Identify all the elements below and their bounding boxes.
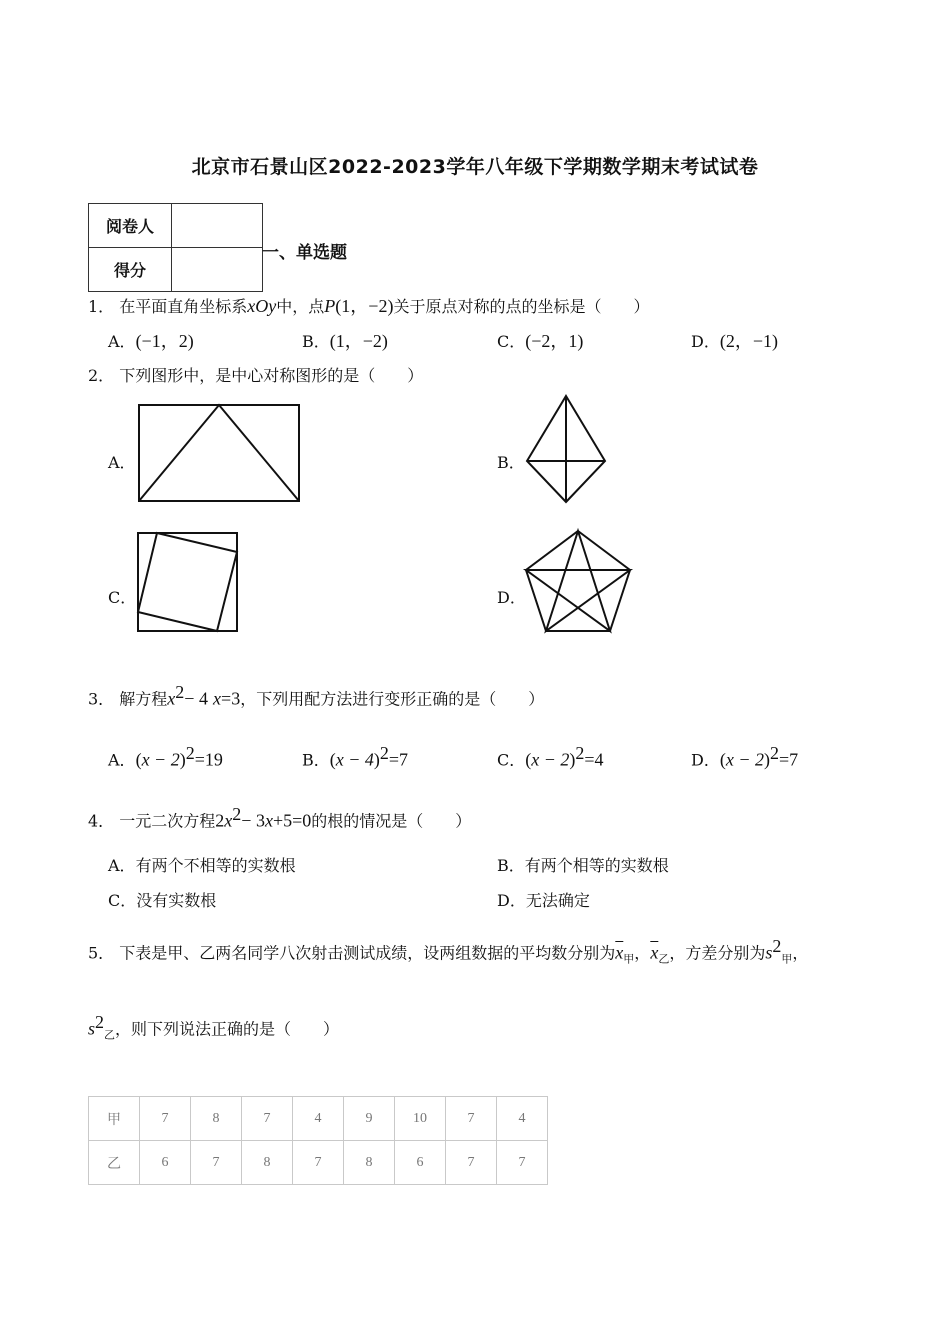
question-text: ，方差分别为 xyxy=(669,943,766,963)
option-c[interactable]: C．(−2，1) xyxy=(497,331,584,351)
figure-pentagram xyxy=(524,529,632,633)
option-d[interactable]: D．(2，−1) xyxy=(691,331,778,351)
question-text: 中，点 xyxy=(276,297,325,316)
question-text: 一元二次方程 xyxy=(119,811,216,831)
reviewer-cell xyxy=(172,204,263,248)
table-cell: 4 xyxy=(497,1097,548,1141)
variance-jia: s xyxy=(765,942,773,963)
question-text: 下列图形中，是中心对称图形的是（ ） xyxy=(119,366,424,385)
mean-yi: $\overline{x}$ xyxy=(650,942,659,963)
section-heading: 一、单选题 xyxy=(262,243,347,263)
table-cell: 7 xyxy=(446,1097,497,1141)
question-number: 5． xyxy=(88,943,115,963)
mean-jia: $\overline{x}$ xyxy=(615,942,624,963)
question-4: 4． 一元二次方程$2x^2- 3x+5=0$的根的情况是（ ） xyxy=(88,804,472,831)
table-cell: 7 xyxy=(191,1141,242,1185)
option-b[interactable]: B．(1，−2) xyxy=(302,331,388,351)
table-cell: 8 xyxy=(191,1097,242,1141)
option-b[interactable]: B． xyxy=(497,453,525,472)
table-cell: 6 xyxy=(395,1141,446,1185)
score-data-table xyxy=(88,1096,548,1185)
option-b[interactable]: B．有两个相等的实数根 xyxy=(497,856,669,875)
page-title: 北京市石景山区2022-2023学年八年级下学期数学期末考试试卷 xyxy=(191,156,759,178)
question-text: 的根的情况是（ ） xyxy=(311,811,472,831)
table-cell: 8 xyxy=(344,1141,395,1185)
score-label: 得分 xyxy=(89,248,172,292)
option-c[interactable]: C．$(x - 2)^2=4$ xyxy=(497,743,604,770)
row-label: 乙 xyxy=(89,1141,140,1185)
point-label: P xyxy=(324,296,336,316)
question-5: 5． 下表是甲、乙两名同学八次射击测试成绩，设两组数据的平均数分别为$\overline{x}_甲$，$\overline{x}_乙$，方差分别为$s^2_甲$， xyxy=(88,936,809,966)
figure-kite xyxy=(525,395,607,505)
option-c[interactable]: C． xyxy=(108,588,137,607)
reviewer-label: 阅卷人 xyxy=(89,204,172,248)
question-number: 2． xyxy=(88,366,115,385)
option-a[interactable]: A．有两个不相等的实数根 xyxy=(108,856,296,875)
option-a[interactable]: A．(−1，2) xyxy=(108,331,194,351)
table-cell: 10 xyxy=(395,1097,446,1141)
table-cell: 7 xyxy=(140,1097,191,1141)
variance-yi: s xyxy=(88,1018,96,1039)
point-coords: (1，−2) xyxy=(335,296,394,316)
question-number: 4． xyxy=(88,811,115,831)
question-text: ，则下列说法正确的是（ ） xyxy=(115,1019,340,1039)
option-d[interactable]: D． xyxy=(497,588,526,607)
row-label: 甲 xyxy=(89,1097,140,1141)
question-text: ，下列用配方法进行变形正确的是（ ） xyxy=(240,689,545,709)
option-a[interactable]: A． xyxy=(108,453,136,472)
coordinate-system-var: xOy xyxy=(247,296,277,316)
option-d[interactable]: D．$(x - 2)^2=7$ xyxy=(691,743,799,770)
question-text: 解方程 xyxy=(119,689,168,709)
question-1 xyxy=(88,292,649,318)
table-cell: 9 xyxy=(344,1097,395,1141)
table-cell: 4 xyxy=(293,1097,344,1141)
question-number: 1． xyxy=(88,297,115,316)
table-row xyxy=(89,1097,548,1141)
question-number: 3． xyxy=(88,689,115,709)
question-3: 3． 解方程$x^2- 4$ x=3，下列用配方法进行变形正确的是（ ） xyxy=(88,682,545,709)
score-table xyxy=(88,203,263,292)
table-cell: 7 xyxy=(242,1097,293,1141)
table-cell: 6 xyxy=(140,1141,191,1185)
question-2 xyxy=(88,363,423,386)
question-text: 下表是甲、乙两名同学八次射击测试成绩，设两组数据的平均数分别为 xyxy=(119,943,616,963)
table-cell: 7 xyxy=(446,1141,497,1185)
question-text: 关于原点对称的点的坐标是（ ） xyxy=(393,297,650,316)
score-cell xyxy=(172,248,263,292)
table-cell: 7 xyxy=(497,1141,548,1185)
option-c[interactable]: C．没有实数根 xyxy=(108,891,217,910)
table-row xyxy=(89,1141,548,1185)
option-b[interactable]: B．$(x - 4)^2=7$ xyxy=(302,743,409,770)
table-cell: 7 xyxy=(293,1141,344,1185)
option-a[interactable]: A．$(x - 2)^2=19$ xyxy=(108,743,223,770)
figure-rotated-square xyxy=(137,532,239,632)
table-cell: 8 xyxy=(242,1141,293,1185)
figure-rectangle-triangle xyxy=(138,404,302,504)
question-text: 在平面直角坐标系 xyxy=(119,297,248,316)
question-5-cont: $s^2_乙$，则下列说法正确的是（ ） xyxy=(88,1012,340,1042)
option-d[interactable]: D．无法确定 xyxy=(497,891,590,910)
